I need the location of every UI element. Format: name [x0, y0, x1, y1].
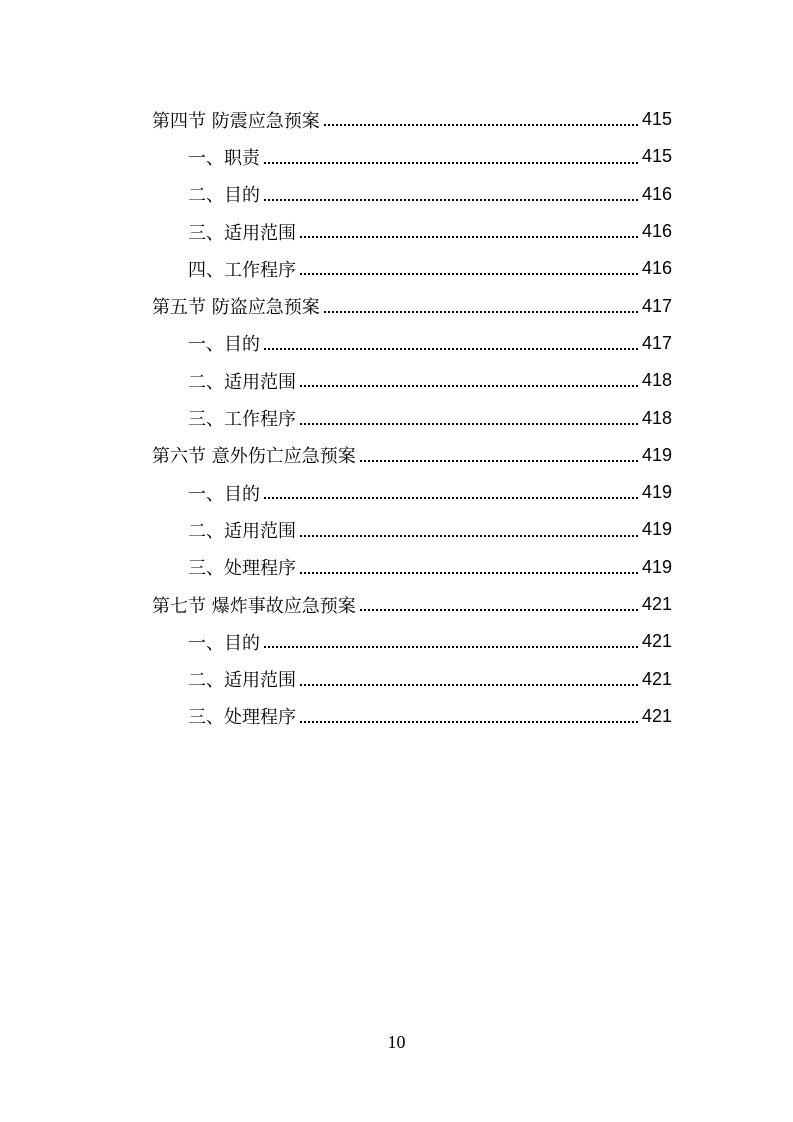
- toc-subsection-entry[interactable]: [152, 399, 672, 436]
- toc-entry-label: 二、适用范围: [188, 666, 298, 692]
- toc-section-entry[interactable]: [152, 101, 672, 138]
- toc-dot-leader: [264, 645, 638, 648]
- toc-entry-label: 三、工作程序: [188, 405, 298, 431]
- toc-entry-page-number: 417: [641, 295, 672, 316]
- toc-entry-label: 一、目的: [188, 629, 262, 655]
- toc-dot-leader: [300, 534, 638, 537]
- toc-entry-page-number: 418: [641, 370, 672, 391]
- toc-subsection-entry[interactable]: [152, 325, 672, 362]
- toc-entry-page-number: 419: [641, 556, 672, 577]
- toc-entry-label: 一、职责: [188, 144, 262, 170]
- page-number: 10: [387, 1032, 406, 1052]
- toc-entry-page-number: 418: [641, 407, 672, 428]
- toc-subsection-entry[interactable]: [152, 698, 672, 735]
- toc-dot-leader: [264, 496, 638, 499]
- toc-entry-label: 第五节 防盗应急预案: [152, 293, 322, 319]
- toc-dot-leader: [264, 347, 638, 350]
- toc-dot-leader: [300, 720, 638, 723]
- toc-subsection-entry[interactable]: [152, 250, 672, 287]
- toc-subsection-entry[interactable]: [152, 549, 672, 586]
- toc-entry-label: 第四节 防震应急预案: [152, 107, 322, 133]
- toc-entry-label: 三、适用范围: [188, 219, 298, 245]
- toc-entry-page-number: 421: [641, 705, 672, 726]
- toc-entry-label: 第七节 爆炸事故应急预案: [152, 592, 358, 618]
- toc-subsection-entry[interactable]: [152, 138, 672, 175]
- toc-entry-page-number: 415: [641, 109, 672, 130]
- toc-entry-page-number: 419: [641, 519, 672, 540]
- toc-entry-label: 一、目的: [188, 330, 262, 356]
- toc-subsection-entry[interactable]: [152, 660, 672, 697]
- toc-entry-label: 第六节 意外伤亡应急预案: [152, 442, 358, 468]
- toc-subsection-entry[interactable]: [152, 213, 672, 250]
- toc-entry-page-number: 421: [641, 668, 672, 689]
- toc-dot-leader: [300, 422, 638, 425]
- toc-dot-leader: [300, 272, 638, 275]
- toc-section-entry[interactable]: [152, 287, 672, 324]
- toc-entry-page-number: 416: [641, 221, 672, 242]
- toc-dot-leader: [300, 235, 638, 238]
- table-of-contents: [152, 101, 672, 735]
- toc-entry-label: 二、目的: [188, 181, 262, 207]
- toc-entry-page-number: 421: [641, 594, 672, 614]
- toc-entry-label: 四、工作程序: [188, 256, 298, 282]
- toc-subsection-entry[interactable]: [152, 511, 672, 548]
- toc-dot-leader: [324, 123, 638, 126]
- toc-entry-label: 三、处理程序: [188, 703, 298, 729]
- toc-entry-page-number: 421: [641, 631, 672, 652]
- toc-dot-leader: [360, 459, 638, 462]
- toc-section-entry[interactable]: [152, 586, 672, 623]
- toc-entry-label: 一、目的: [188, 480, 262, 506]
- toc-entry-label: 三、处理程序: [188, 554, 298, 580]
- toc-entry-label: 二、适用范围: [188, 368, 298, 394]
- toc-dot-leader: [264, 161, 638, 164]
- toc-entry-page-number: 416: [641, 183, 672, 204]
- toc-entry-page-number: 419: [641, 444, 672, 465]
- toc-entry-page-number: 419: [641, 482, 672, 503]
- toc-dot-leader: [300, 384, 638, 387]
- toc-dot-leader: [324, 310, 638, 313]
- toc-entry-label: 二、适用范围: [188, 517, 298, 543]
- toc-section-entry[interactable]: [152, 437, 672, 474]
- toc-subsection-entry[interactable]: [152, 362, 672, 399]
- toc-entry-page-number: 415: [641, 146, 672, 167]
- toc-entry-page-number: 416: [641, 258, 672, 279]
- toc-subsection-entry[interactable]: [152, 623, 672, 660]
- toc-dot-leader: [300, 571, 638, 574]
- toc-subsection-entry[interactable]: [152, 176, 672, 213]
- toc-subsection-entry[interactable]: [152, 474, 672, 511]
- toc-entry-page-number: 417: [641, 332, 672, 353]
- toc-dot-leader: [300, 683, 638, 686]
- toc-dot-leader: [264, 198, 638, 201]
- toc-dot-leader: [360, 608, 638, 611]
